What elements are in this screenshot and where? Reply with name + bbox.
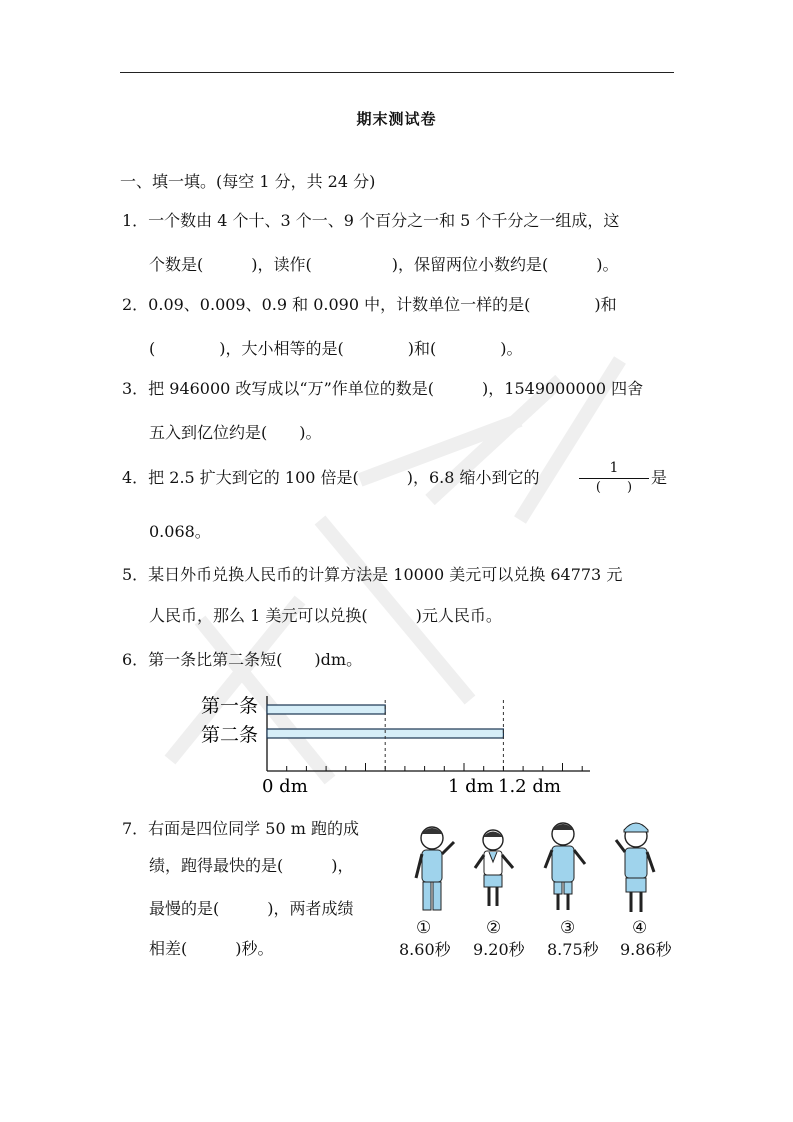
- bar-label-2: 第二条: [201, 724, 259, 746]
- fraction-denominator: ( ): [595, 480, 633, 495]
- runner-1-figure: [416, 827, 454, 910]
- question-6-line-1: 6．第一条比第二条短( )dm。: [122, 650, 363, 669]
- bar-label-1: 第一条: [201, 695, 259, 717]
- bar-figure: [201, 695, 590, 797]
- question-5-line-1: 5．某日外币兑换人民币的计算方法是 10000 美元可以兑换 64773 元: [122, 565, 623, 584]
- question-7-line-2: 绩，跑得最快的是( )，: [149, 856, 354, 875]
- watermark-strokes: [170, 360, 620, 780]
- axis-label-1-2: 1.2 dm: [498, 776, 561, 797]
- question-4-suffix: 是: [651, 468, 668, 487]
- axis-label-0: 0 dm: [262, 776, 308, 797]
- fraction-numerator: 1: [609, 460, 619, 476]
- question-1-line-1: 1．一个数由 4 个十、3 个一、9 个百分之一和 5 个千分之一组成，这: [122, 211, 620, 230]
- runner-2-number: ②: [486, 918, 502, 938]
- question-4-line-2: 0.068。: [149, 522, 211, 541]
- runner-3-number: ③: [560, 918, 576, 938]
- section-heading: 一、填一填。(每空 1 分，共 24 分): [120, 172, 376, 191]
- question-3-line-1: 3．把 946000 改写成以“万”作单位的数是( )，1549000000 四舍: [122, 379, 644, 398]
- runner-2-figure: [475, 830, 513, 906]
- runner-2-time: 9.20秒: [473, 940, 525, 959]
- question-2-line-2: ( )，大小相等的是( )和( )。: [149, 339, 523, 358]
- question-4-line-1: 4．把 2.5 扩大到它的 100 倍是( )，6.8 缩小到它的: [122, 468, 540, 487]
- question-2-line-1: 2．0.09、0.009、0.9 和 0.090 中，计数单位一样的是( )和: [122, 295, 617, 314]
- question-7-line-4: 相差( )秒。: [149, 939, 274, 958]
- runner-4-number: ④: [632, 918, 648, 938]
- question-7-line-3: 最慢的是( )，两者成绩: [149, 899, 354, 918]
- runner-3-time: 8.75秒: [547, 940, 599, 959]
- axis-label-1: 1 dm: [448, 776, 494, 797]
- question-7-line-1: 7．右面是四位同学 50 m 跑的成: [122, 819, 359, 838]
- watermark: [170, 360, 620, 780]
- question-5-line-2: 人民币，那么 1 美元可以兑换( )元人民币。: [149, 606, 502, 625]
- runner-3-figure: [545, 823, 585, 910]
- question-3-line-2: 五入到亿位约是( )。: [149, 423, 322, 442]
- runner-1-number: ①: [416, 918, 432, 938]
- question-1-line-2: 个数是( )，读作( )，保留两位小数约是( )。: [149, 255, 619, 274]
- runner-4-figure: [616, 823, 654, 912]
- page-title: 期末测试卷: [356, 110, 437, 128]
- bar-1: [267, 705, 385, 714]
- runner-1-time: 8.60秒: [399, 940, 451, 959]
- runner-4-time: 9.86秒: [620, 940, 672, 959]
- runner-illustrations: [416, 823, 654, 912]
